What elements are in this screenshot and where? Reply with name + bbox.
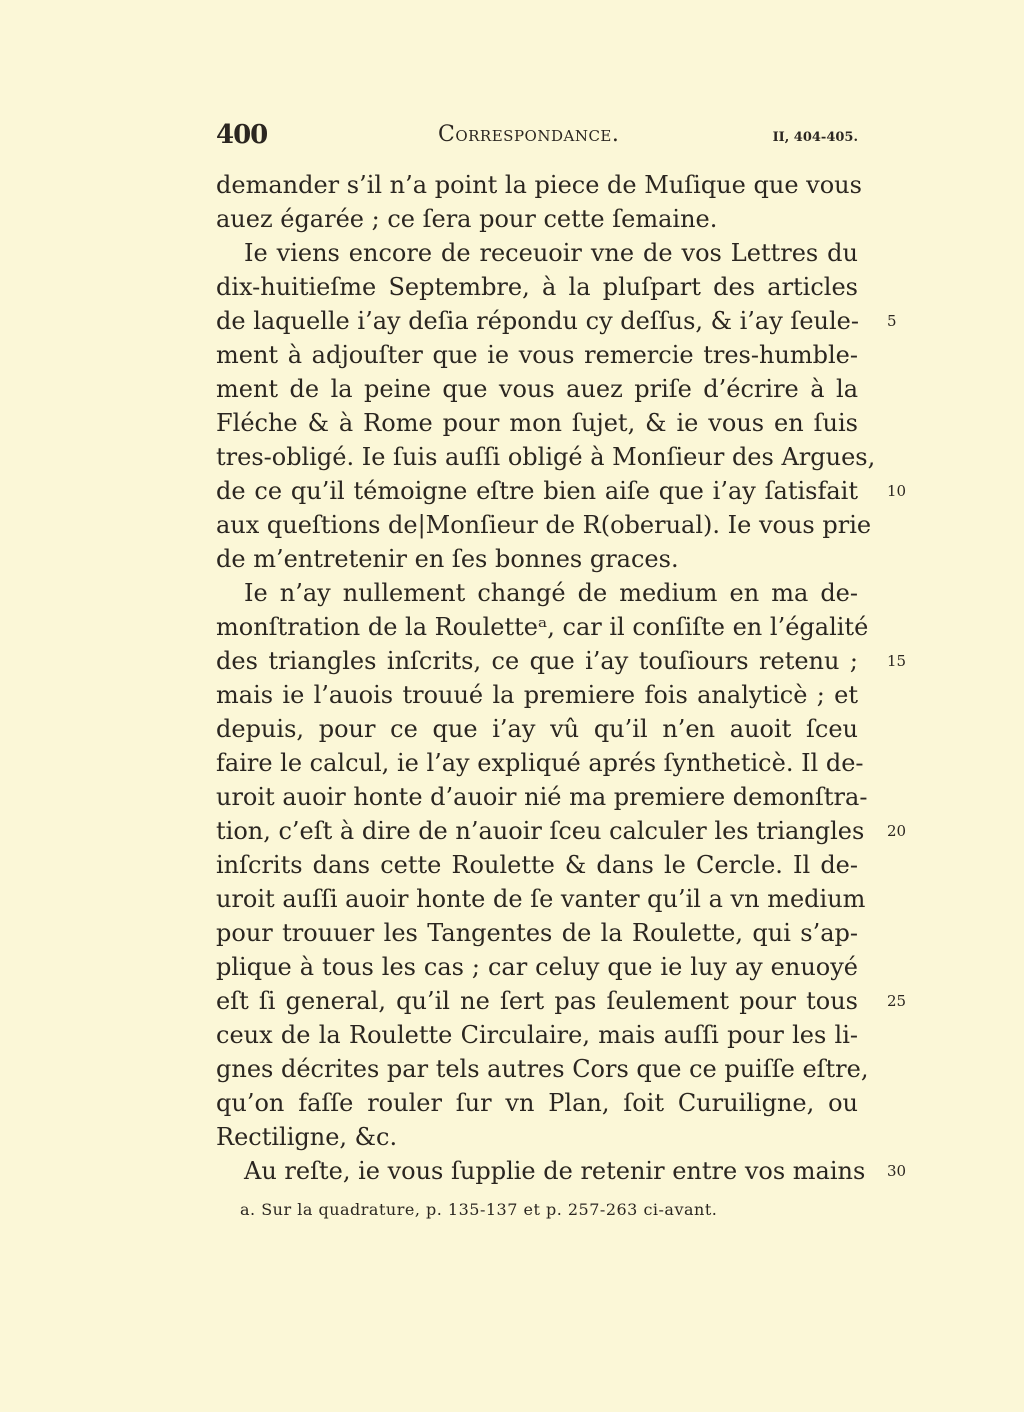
body-text [216,168,876,1188]
text-line: Fléche & à Rome pour mon ſujet, & ie vous en ſuis [216,409,858,437]
text-line: ment à adjouſter que ie vous remercie tres-humble- [216,341,858,369]
line-number: 15 [887,652,907,670]
text-line: qu’on faſſe rouler ſur vn Plan, ſoit Curuiligne, ou [216,1089,858,1117]
text-line: uroit auoir honte d’auoir nié ma premiere demonſtra- [216,783,868,811]
text-line: de ce qu’il témoigne eſtre bien aiſe que i’ay ſatisfait [216,477,858,505]
text-line: Ie viens encore de receuoir vne de vos Lettres du [244,239,858,267]
text-line: eſt ſi general, qu’il ne ſert pas ſeulement pour tous [216,987,858,1015]
page-reference: II, 404-405. [772,130,858,145]
footnote: a. Sur la quadrature, p. 135-137 et p. 257-263 ci-avant. [240,1200,718,1219]
text-line: depuis, pour ce que i’ay vû qu’il n’en auoit ſceu [216,715,858,743]
text-line: demander s’il n’a point la piece de Muſique que vous [216,171,862,199]
text-line: inſcrits dans cette Roulette & dans le Cercle. Il de- [216,851,858,879]
text-line: Au reſte, ie vous ſupplie de retenir entre vos mains [244,1157,866,1185]
text-line: tion, c’eſt à dire de n’auoir ſceu calculer les triangles [216,817,865,845]
line-number: 5 [887,312,897,330]
text-line: auez égarée ; ce ſera pour cette ſemaine. [216,205,718,233]
line-number: 30 [887,1162,907,1180]
text-line: Ie n’ay nullement changé de medium en ma de- [244,579,858,607]
text-line: aux queſtions de|Monſieur de R(oberual). Ie vous prie [216,511,872,539]
text-line: ceux de la Roulette Circulaire, mais auſſi pour les li- [216,1021,858,1049]
text-line: monſtration de la Rouletteᵃ, car il conſiſte en l’égalité [216,613,869,641]
page-number: 400 [216,120,268,150]
text-line: uroit auſſi auoir honte de ſe vanter qu’il a vn medium [216,885,866,913]
text-line: de laquelle i’ay deſia répondu cy deſſus, & i’ay ſeule- [216,307,859,335]
text-line: des triangles inſcrits, ce que i’ay touſiours retenu ; [216,647,858,675]
text-line: gnes décrites par tels autres Cors que ce puiſſe eſtre, [216,1055,869,1083]
text-line: dix-huitieſme Septembre, à la pluſpart des articles [216,273,858,301]
text-line: Rectiligne, &c. [216,1123,398,1151]
line-number: 10 [887,482,907,500]
text-line: pour trouuer les Tangentes de la Roulette, qui s’ap- [216,919,858,947]
text-line: plique à tous les cas ; car celuy que ie luy ay enuoyé [216,953,858,981]
text-line: ment de la peine que vous auez priſe d’écrire à la [216,375,858,403]
running-title: Correspondance. [438,122,620,147]
text-line: de m’entretenir en ſes bonnes graces. [216,545,679,573]
text-line: mais ie l’auois trouué la premiere fois analyticè ; et [216,681,858,709]
line-number: 25 [887,992,907,1010]
text-line: faire le calcul, ie l’ay expliqué aprés ſyntheticè. Il de- [216,749,864,777]
line-number: 20 [887,822,907,840]
text-line: tres-obligé. Ie ſuis auſſi obligé à Monſieur des Argues, [216,443,876,471]
page-header [216,118,862,158]
